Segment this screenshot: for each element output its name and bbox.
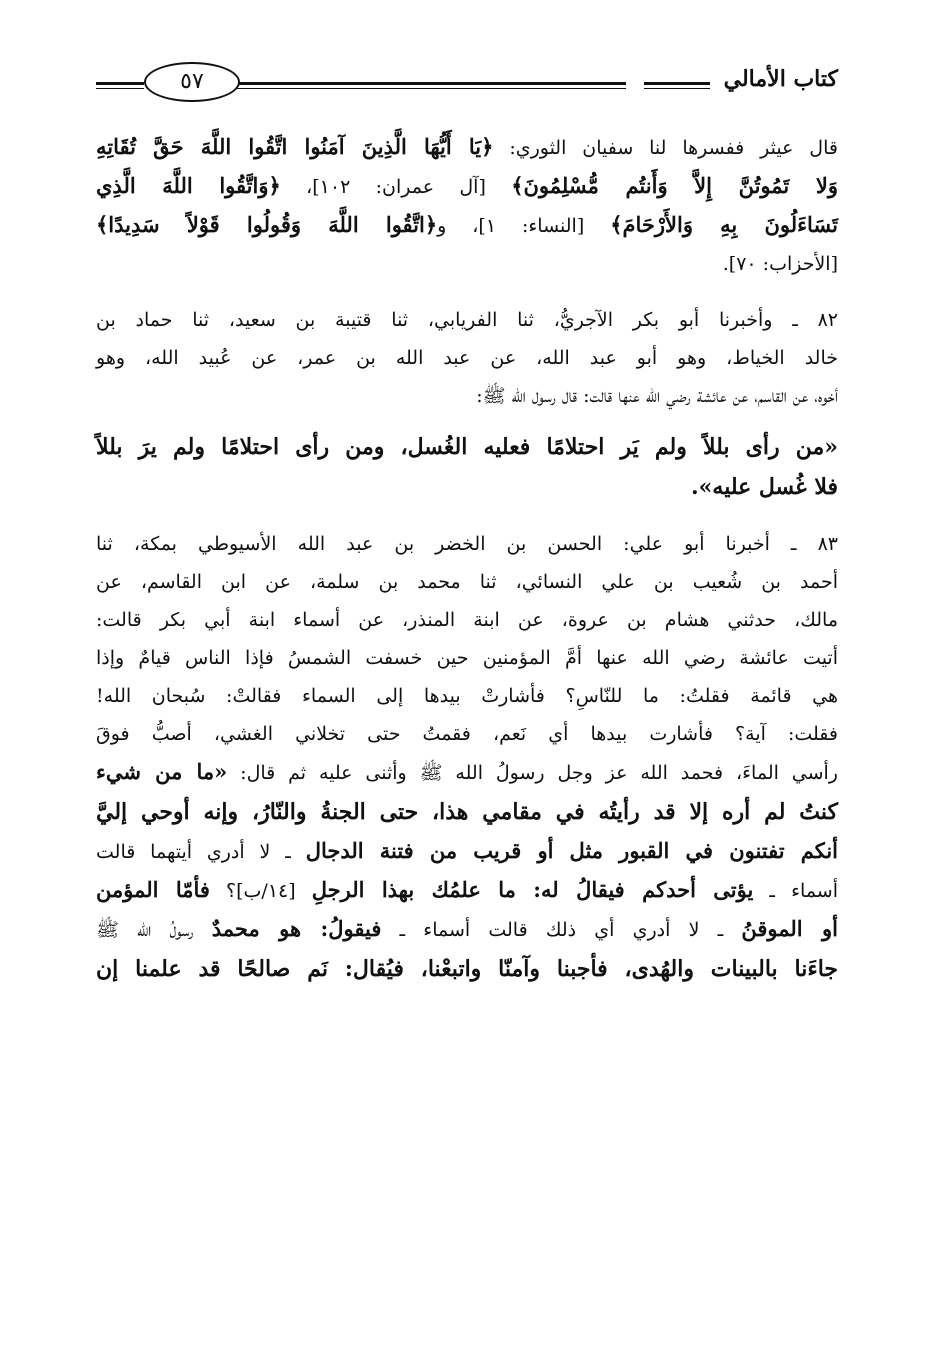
running-title: كتاب الأمالي: [723, 66, 838, 92]
text-segment: قال عيثر ففسرها لنا سفيان الثوري:: [493, 137, 838, 159]
matn-segment: يؤتى أحدكم فيقالُ له: ما علمُك بهذا الرجلِ: [311, 877, 754, 902]
page-body: [96, 128, 838, 989]
page-header: [96, 62, 838, 106]
matn-segment: «ما من شيء: [96, 759, 228, 784]
hadith-83: [96, 525, 838, 989]
text-segment: رسولُ الله ﷺ: [96, 919, 212, 941]
text-segment: رأسي الماءَ، فحمد الله عز وجل رسولُ الله ﷺ وأثنى عليه ثم قال:: [227, 762, 838, 784]
text-segment: أسماء ـ: [753, 880, 838, 902]
header-rule-right: [644, 82, 710, 85]
text-line: [96, 871, 838, 910]
text-line: هي قائمة فقلتُ: ما للنّاسِ؟ فأشارتْ بيدها إلى السماء فقالتْ: سُبحان الله!: [96, 685, 838, 707]
header-rule-left: [96, 82, 144, 85]
header-rule-left-thin: [96, 88, 144, 89]
matn-segment: فيقولُ: هو محمدٌ: [211, 916, 382, 941]
text-line: ٨٢ ـ وأخبرنا أبو بكر الآجريُّ، ثنا الفريابي، ثنا قتيبة بن سعيد، ثنا حماد بن: [96, 309, 838, 331]
text-line: [96, 128, 838, 167]
hadith-82-isnad: [96, 301, 838, 415]
matn-segment: أو الموقنُ: [741, 916, 838, 941]
text-line: أتيت عائشة رضي الله عنها أمَّ المؤمنين حين خسفت الشمسُ فإذا الناس قيامٌ وإذا: [96, 647, 838, 669]
paragraph-spacer: [96, 283, 838, 301]
header-rule-center: [236, 82, 626, 85]
text-line: [96, 753, 838, 792]
hadith-82-matn: [96, 427, 838, 507]
verse-reference: [آل عمران: ١٠٢]،: [280, 176, 512, 198]
folio-reference: [١٤/ب]؟: [209, 880, 312, 902]
text-line: جاءَنا بالبينات والهُدى، فأجبنا وآمنّا واتبعْنا، فيُقال: نَم صالحًا قد علمنا إن: [96, 956, 838, 982]
quran-verse: ﴿يَا أَيُّهَا الَّذِينَ آمَنُوا اتَّقُوا اللَّهَ حَقَّ تُقَاتِهِ: [96, 134, 494, 159]
text-line: ٨٣ ـ أخبرنا أبو علي: الحسن بن الخضر بن عبد الله الأسيوطي بمكة، ثنا: [96, 533, 838, 555]
quran-verse: ﴿وَاتَّقُوا اللَّهَ الَّذِي: [96, 173, 281, 198]
text-line: [96, 910, 838, 949]
paragraph-spacer: [96, 507, 838, 525]
text-line: أحمد بن شُعيب بن علي النسائي، ثنا محمد بن سلمة، عن ابن القاسم، عن: [96, 571, 838, 593]
text-line: أخوه، عن القاسم، عن عائشة رضي الله عنها قالت: قال رسول الله ﷺ:: [476, 385, 838, 407]
verse-reference: [الأحزاب: ٧٠].: [722, 253, 838, 275]
text-line: [96, 167, 838, 206]
matn-segment: فأمّا المؤمن: [96, 877, 210, 902]
text-line: «من رأى بللاً ولم يَر احتلامًا فعليه الغُسل، ومن رأى احتلامًا ولم يرَ بللاً: [96, 434, 838, 460]
text-line: [96, 206, 838, 245]
header-rule-right-thin: [644, 88, 710, 89]
text-segment: ـ لا أدري أيتهما قالت: [96, 841, 306, 863]
text-line: [96, 832, 838, 871]
text-line: خالد الخياط، وهو أبو عبد الله، عن عبد الله بن عمر، عن عُبيد الله، وهو: [96, 347, 838, 369]
text-segment: ـ لا أدري أي ذلك قالت أسماء ـ: [381, 919, 742, 941]
quran-verse: تَسَاءَلُونَ بِهِ وَالأَرْحَامَ﴾: [610, 212, 838, 237]
page-number: ٥٧: [144, 62, 240, 102]
text-line: مالك، حدثني هشام بن عروة، عن ابنة المنذر، عن أسماء ابنة أبي بكر قالت:: [96, 609, 838, 631]
paragraph-spacer: [96, 415, 838, 427]
text-line: فقلت: آية؟ فأشارت بيدها أي نَعم، فقمتُ حتى تخلاني الغشي، أصبُّ فوقَ: [96, 723, 838, 745]
text-line: كنتُ لم أره إلا قد رأيتُه في مقامي هذا، حتى الجنةُ والنّارُ، وإنه أوحي إليَّ: [96, 799, 838, 825]
quran-verse: وَلا تَمُوتُنَّ إِلاَّ وَأَنتُم مُّسْلِمُونَ﴾: [511, 173, 838, 198]
matn-segment: أنكم تفتنون في القبور مثل أو قريب من فتنة الدجال: [305, 838, 838, 863]
quran-verse: ﴿اتَّقُوا اللَّهَ وَقُولُوا قَوْلاً سَدِيدًا﴾: [96, 212, 438, 237]
paragraph-1: [96, 128, 838, 283]
verse-reference: [النساء: ١]، و: [437, 215, 611, 237]
text-line: فلا غُسل عليه».: [690, 474, 838, 500]
header-rule-center-thin: [236, 88, 626, 89]
